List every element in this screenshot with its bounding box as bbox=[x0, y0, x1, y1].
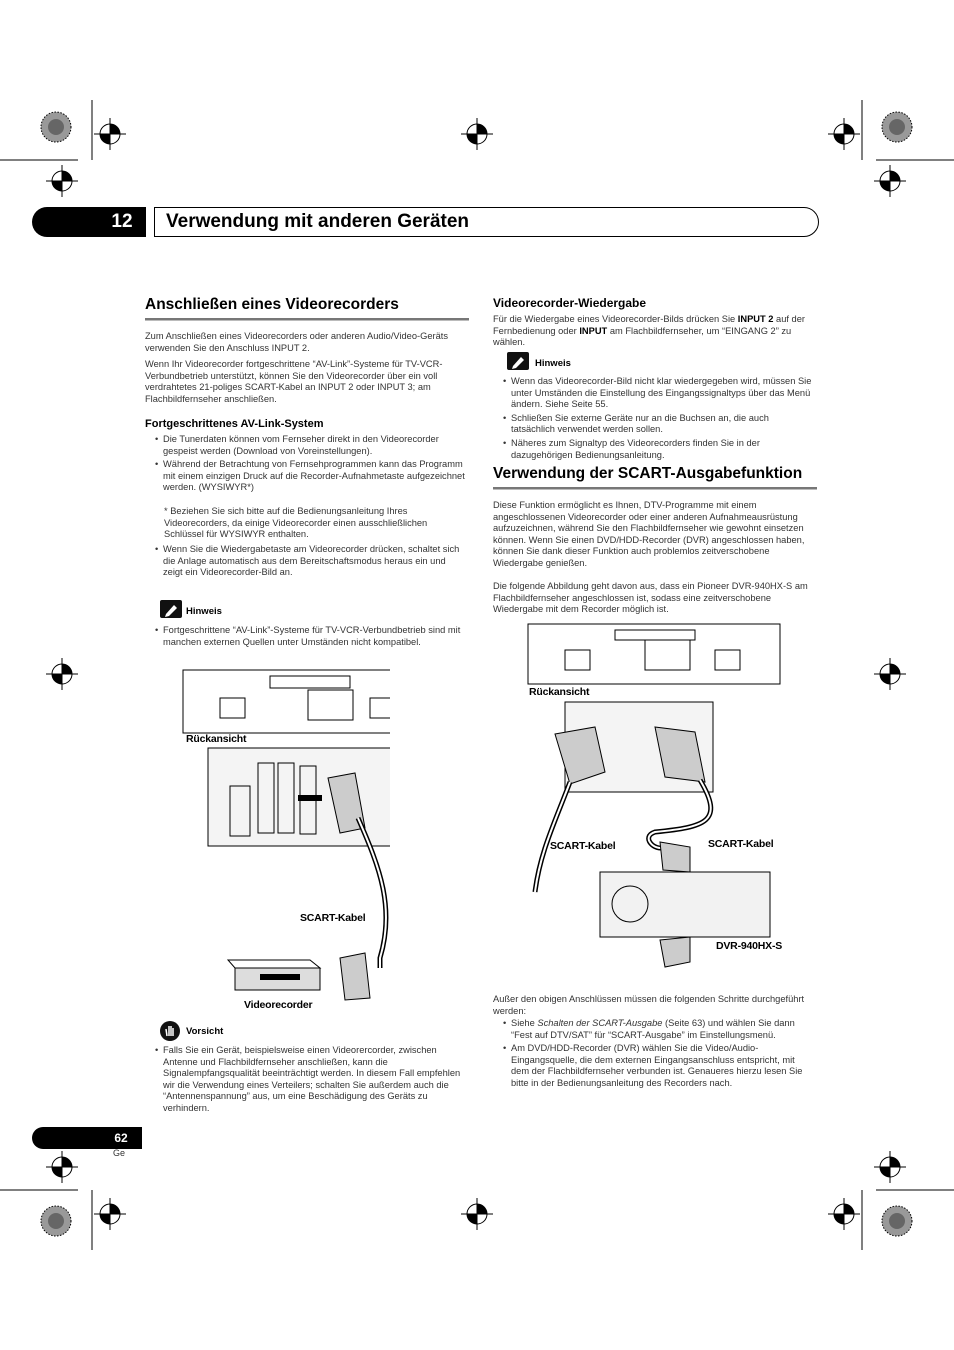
scart-paragraph: Diese Funktion ermöglicht es Ihnen, DTV-Programme mit einem angeschlossenen Videorecorder oder einer anderen Aufnahmeausrüstung aufzuzeichnen, während Sie den Flachbildfernseher wie gewohnt einsetzen können. Wenn Sie einen DVD/HDD-Recorder (DVR) angeschlossen haben, können Sie dank dieser Funktion auch problemlos zeitverschobene Wiedergabe genießen. bbox=[493, 500, 805, 568]
avlink-bullets bbox=[155, 434, 467, 496]
list-item bbox=[503, 1018, 815, 1041]
note-pencil-icon bbox=[160, 600, 182, 618]
avlink-title: Fortgeschrittenes AV-Link-System bbox=[145, 418, 324, 430]
list-item: • Fortgeschrittene “AV-Link”-Systeme für TV-VCR-Verbundbetrieb sind mit manchen externen Quellen unter Umständen nicht kompatibel. bbox=[155, 625, 469, 648]
avlink-bullet-3 bbox=[155, 544, 467, 581]
scart-cable-left-label: SCART-Kabel bbox=[550, 840, 616, 852]
after-bullet-1-b: (Seite 63) und wählen Sie dann “Fest auf DTV/SAT” für “SCART-Ausgabe” im Einstellungsmenü. bbox=[511, 1018, 795, 1040]
chapter-title: Verwendung mit anderen Geräten bbox=[166, 211, 470, 232]
playback-key-input: INPUT bbox=[579, 325, 608, 336]
section-rule bbox=[145, 318, 469, 321]
caution-label: Vorsicht bbox=[186, 1026, 224, 1037]
rear-view-label: Rückansicht bbox=[186, 733, 247, 745]
vcr-label: Videorecorder bbox=[244, 999, 313, 1011]
intro-paragraph-1: Zum Anschließen eines Videorecorders oder anderen Audio/Video-Geräts verwenden Sie den Anschluss INPUT 2. bbox=[145, 331, 449, 353]
list-item: • Wenn Sie die Wiedergabetaste am Videorecorder drücken, schaltet sich die Anlage automatisch aus dem Bereitschaftsmodus heraus ein und zeigt ein Videorecorder-Bild an. bbox=[155, 544, 467, 579]
list-item: • Näheres zum Signaltyp des Videorecorders finden Sie in der dazugehörigen Bedienungsanleitung. bbox=[503, 438, 815, 461]
note-bullets bbox=[503, 376, 815, 463]
vcr-connection-diagram bbox=[180, 668, 390, 1028]
page-number: 62 bbox=[114, 1131, 128, 1145]
list-item: • Am DVD/HDD-Recorder (DVR) wählen Sie die Video/Audio-Eingangsquelle, die dem externen Eingangsanschluss entspricht, mit dem der Flachbildfernseher verbunden ist. Genaueres hierzu lesen Sie bitte in der Bedienungsanleitung des Recorders nach. bbox=[503, 1043, 815, 1089]
playback-text-c: am Flachbildfernseher, um “EINGANG 2” zu wählen. bbox=[493, 325, 792, 348]
list-item: • Wenn das Videorecorder-Bild nicht klar wiedergegeben wird, müssen Sie unter Umständen die Einstellung des Eingangssignaltyps über das Menü ändern. Siehe Seite 55. bbox=[503, 376, 815, 411]
section-rule bbox=[493, 487, 817, 490]
dvr-connection-diagram bbox=[525, 622, 795, 982]
dvr-model-label: DVR-940HX-S bbox=[716, 940, 783, 952]
section-title-connect-vcr: Anschließen eines Videorecorders bbox=[145, 296, 399, 313]
list-item: • Falls Sie ein Gerät, beispielsweise einen Videorercorder, zwischen Antenne und Flachbildfernseher anschließen, kann die Signalempfangsqualität beeinträchtigt werden. In diesem Fall empfehlen wir die Verwendung eines Verteilers; schalten Sie außerdem auch die “Antennenspannung” aus, um eine Beschädigung des Geräts zu verhindern. bbox=[155, 1045, 469, 1115]
caution-hand-icon bbox=[160, 1021, 180, 1041]
playback-key-input2: INPUT 2 bbox=[737, 314, 774, 324]
section-title-scart-output: Verwendung der SCART-Ausgabefunktion bbox=[493, 465, 803, 482]
list-item: • Während der Betrachtung von Fernsehprogrammen kann das Programm mit einem einzigen Druck auf die Recorder-Aufnahmetaste aufgezeichnet werden. (WYSIWYR*) bbox=[155, 459, 467, 494]
list-item: • Die Tunerdaten können vom Fernseher direkt in den Videorecorder gespeist werden (Download von Voreinstellungen). bbox=[155, 434, 467, 457]
playback-title: Videorecorder-Wiedergabe bbox=[493, 296, 647, 310]
scart-cable-right-label: SCART-Kabel bbox=[708, 838, 774, 850]
list-item: • Schließen Sie externe Geräte nur an die Buchsen an, die auch tatsächlich verwendet werden sollen. bbox=[503, 413, 815, 436]
note-pencil-icon bbox=[507, 352, 529, 370]
rear-view-label: Rückansicht bbox=[529, 686, 590, 698]
after-bullet-1-link: Schalten der SCART-Ausgabe bbox=[537, 1018, 663, 1028]
intro-paragraph-2: Wenn Ihr Videorecorder fortgeschrittene “AV-Link”-Systeme für TV-VCR-Verbundbetrieb unterstützt, können Sie den Videorecorder über ein voll verdrahtetes 21-poliges SCART-Kabel an INPUT 2 oder INPUT 3; am Flachbildfernseher anschließen. bbox=[145, 359, 443, 404]
page-language: Ge bbox=[113, 1148, 126, 1158]
after-bullets bbox=[503, 1018, 815, 1092]
scart-cable-label: SCART-Kabel bbox=[300, 912, 366, 924]
playback-text-b: auf der Fernbedienung oder bbox=[493, 314, 805, 336]
note-label: Hinweis bbox=[186, 606, 222, 617]
chapter-number: 12 bbox=[111, 211, 133, 232]
after-paragraph: Außer den obigen Anschlüssen müssen die folgenden Schritte durchgeführt werden: bbox=[493, 994, 805, 1016]
playback-text bbox=[493, 314, 821, 349]
note-label: Hinweis bbox=[535, 358, 571, 369]
after-bullet-1-a: Siehe bbox=[511, 1018, 535, 1028]
caution-bullets bbox=[155, 1045, 469, 1117]
scart-paragraph-2: Die folgende Abbildung geht davon aus, dass ein Pioneer DVR-940HX-S am Flachbildfernseher angeschlossen ist, sodass eine zeitverschobene Wiedergabe mit dem Recorder möglich ist. bbox=[493, 581, 808, 615]
note-bullets bbox=[155, 625, 469, 650]
playback-text-a: Für die Wiedergabe eines Videorecorder-Bilds drücken Sie bbox=[493, 314, 736, 324]
avlink-footnote: * Beziehen Sie sich bitte auf die Bedienungsanleitung Ihres Videorecorders, da einige Videorecorder einen ausschließlichen Schlüssel für WYSIWYR enthalten. bbox=[164, 506, 428, 540]
